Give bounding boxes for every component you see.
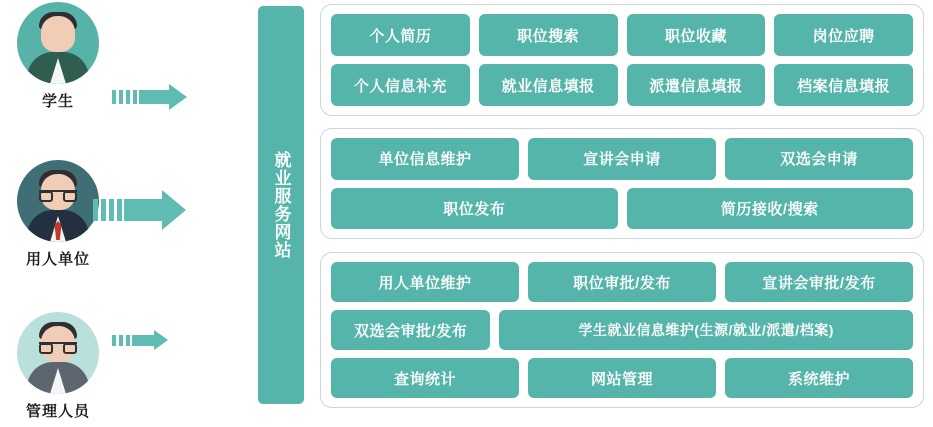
actor-student: [2, 2, 114, 111]
student-functions-row-2: [331, 64, 913, 106]
function-chip[interactable]: 派遣信息填报: [627, 64, 766, 106]
administrator-functions-row-3: [331, 358, 913, 398]
administrator-avatar-icon: [17, 312, 99, 394]
arrow-student-to-site-icon: [112, 84, 187, 110]
site-spine: [258, 6, 304, 404]
function-chip[interactable]: 档案信息填报: [774, 64, 913, 106]
arrow-employer-to-site-icon: [93, 190, 186, 230]
employer-avatar-icon: [17, 160, 99, 242]
function-chip[interactable]: 岗位应聘: [774, 14, 913, 56]
function-chip[interactable]: 宣讲会审批/发布: [725, 262, 913, 302]
function-chip[interactable]: 个人简历: [331, 14, 470, 56]
employer-functions-row-1: [331, 138, 913, 180]
administrator-functions-row-2: [331, 310, 913, 350]
function-chip[interactable]: 职位审批/发布: [528, 262, 716, 302]
function-chip[interactable]: 个人信息补充: [331, 64, 470, 106]
function-chip[interactable]: 职位收藏: [627, 14, 766, 56]
function-chip[interactable]: 职位发布: [331, 188, 618, 230]
actor-administrator-label: 管理人员: [25, 403, 90, 420]
function-chip[interactable]: 用人单位维护: [331, 262, 519, 302]
function-chip[interactable]: 双选会申请: [725, 138, 913, 180]
function-chip[interactable]: 就业信息填报: [479, 64, 618, 106]
employer-functions-panel: [320, 128, 924, 239]
function-chip[interactable]: 系统维护: [725, 358, 913, 398]
function-chip[interactable]: 双选会审批/发布: [331, 310, 490, 350]
employer-functions-row-2: [331, 188, 913, 230]
actor-employer-label: 用人单位: [25, 251, 90, 268]
function-chip[interactable]: 网站管理: [528, 358, 716, 398]
function-chip[interactable]: 查询统计: [331, 358, 519, 398]
function-chip[interactable]: 简历接收/搜索: [627, 188, 914, 230]
function-chip[interactable]: 学生就业信息维护(生源/就业/派遣/档案): [499, 310, 913, 350]
actor-student-label: 学生: [41, 93, 74, 110]
actor-administrator: [2, 312, 114, 421]
function-chip[interactable]: 单位信息维护: [331, 138, 519, 180]
arrow-administrator-to-site-icon: [112, 330, 168, 350]
site-spine-label: 就业服务网站: [271, 151, 291, 259]
student-avatar-icon: [17, 2, 99, 84]
administrator-functions-panel: [320, 252, 924, 408]
function-chip[interactable]: 宣讲会申请: [528, 138, 716, 180]
student-functions-panel: [320, 4, 924, 116]
function-chip[interactable]: 职位搜索: [479, 14, 618, 56]
student-functions-row-1: [331, 14, 913, 56]
administrator-functions-row-1: [331, 262, 913, 302]
